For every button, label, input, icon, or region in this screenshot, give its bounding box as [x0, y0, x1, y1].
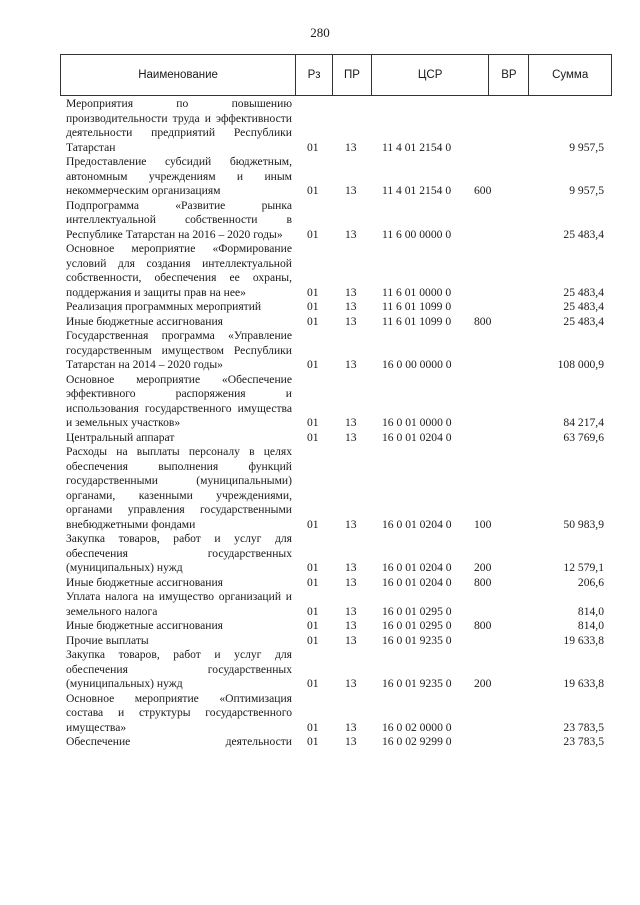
- row-csr: 11 6 01 0000 0: [382, 285, 452, 299]
- row-sum: 814,0: [577, 604, 604, 618]
- row-pr: 13: [345, 633, 357, 647]
- row-csr: 16 0 01 0000 0: [382, 416, 452, 429]
- row-csr: 16 0 01 0204 0: [382, 575, 452, 589]
- row-sum: 108 000,9: [557, 358, 604, 371]
- row-vr: 100: [474, 517, 492, 531]
- row-name: Иные бюджетные ассигнования: [66, 575, 223, 589]
- row-rz: 01: [307, 430, 319, 444]
- row-rz: 01: [307, 575, 319, 589]
- row-name: Подпрограмма «Развитие рынка интеллектуальной собственности в Республике Татарстан на 2016 – 2020 годы»: [66, 198, 292, 241]
- row-vr: 200: [474, 677, 492, 690]
- row-sum: 814,0: [577, 619, 604, 632]
- row-sum: 84 217,4: [563, 416, 604, 429]
- row-sum: 63 769,6: [563, 430, 604, 444]
- table-row: [66, 155, 610, 199]
- table-row: [66, 373, 610, 431]
- row-sum: 23 783,5: [563, 720, 604, 734]
- row-name: Основное мероприятие «Формирование условий для создания интеллектуальной собственности, обеспечения ее охраны, поддержания и защиты прав на нее»: [66, 242, 292, 299]
- row-sum: 12 579,1: [563, 561, 604, 574]
- row-sum: 50 983,9: [563, 517, 604, 531]
- row-name: Основное мероприятие «Оптимизация состава и структуры государственного имущества»: [66, 691, 292, 734]
- row-name: Закупка товаров, работ и услуг для обеспечения государственных (муниципальных) нужд: [66, 648, 292, 690]
- row-pr: 13: [345, 619, 357, 632]
- table-row: [66, 590, 610, 619]
- row-name: Основное мероприятие «Обеспечение эффективного распоряжения и использования государственного имущества и земельных участков»: [66, 372, 292, 429]
- row-name: Центральный аппарат: [66, 430, 175, 444]
- header-sum: Сумма: [552, 69, 589, 81]
- row-rz: 01: [307, 300, 319, 313]
- table-row: [66, 735, 610, 750]
- row-name: Обеспечение деятельности: [66, 735, 292, 748]
- row-vr: 200: [474, 561, 492, 574]
- row-rz: 01: [307, 517, 319, 531]
- header-pr: ПР: [333, 55, 372, 95]
- row-csr: 16 0 01 0295 0: [382, 604, 452, 618]
- row-rz: 01: [307, 227, 319, 241]
- row-rz: 01: [307, 184, 319, 197]
- row-sum: 9 957,5: [569, 184, 604, 197]
- row-name: Реализация программных мероприятий: [66, 300, 262, 313]
- row-rz: 01: [307, 677, 319, 690]
- row-vr: 800: [474, 575, 492, 589]
- row-csr: 16 0 00 0000 0: [382, 358, 452, 371]
- table-row: [66, 692, 610, 736]
- table-row: [66, 431, 610, 446]
- row-csr: 16 0 02 0000 0: [382, 720, 452, 734]
- row-csr: 16 0 01 9235 0: [382, 633, 452, 647]
- row-csr: 11 6 01 1099 0: [382, 314, 452, 328]
- row-sum: 19 633,8: [563, 677, 604, 690]
- row-sum: 25 483,4: [563, 314, 604, 328]
- row-sum: 23 783,5: [563, 735, 604, 748]
- row-csr: 16 0 01 9235 0: [382, 677, 452, 690]
- row-pr: 13: [345, 561, 357, 574]
- row-name: Иные бюджетные ассигнования: [66, 619, 223, 632]
- row-rz: 01: [307, 285, 319, 299]
- row-rz: 01: [307, 416, 319, 429]
- row-csr: 11 6 01 1099 0: [382, 300, 452, 313]
- row-csr: 11 4 01 2154 0: [382, 140, 452, 154]
- table-row: [66, 242, 610, 300]
- header-rz: Рз: [296, 55, 333, 95]
- row-pr: 13: [345, 300, 357, 313]
- row-rz: 01: [307, 314, 319, 328]
- row-rz: 01: [307, 140, 319, 154]
- row-pr: 13: [345, 517, 357, 531]
- row-name: Уплата налога на имущество организаций и земельного налога: [66, 590, 292, 618]
- table-row: [66, 619, 610, 634]
- table-row: [66, 576, 610, 591]
- row-csr: 16 0 02 9299 0: [382, 735, 452, 748]
- row-pr: 13: [345, 140, 357, 154]
- table-row: [66, 315, 610, 330]
- row-csr: 16 0 01 0204 0: [382, 517, 452, 531]
- row-pr: 13: [345, 575, 357, 589]
- header-csr: ЦСР: [372, 55, 490, 95]
- row-pr: 13: [345, 604, 357, 618]
- row-csr: 16 0 01 0204 0: [382, 561, 452, 574]
- table-row: [66, 532, 610, 576]
- row-vr: 600: [474, 184, 492, 197]
- row-name: Прочие выплаты: [66, 633, 149, 647]
- row-rz: 01: [307, 720, 319, 734]
- row-csr: 11 6 00 0000 0: [382, 227, 452, 241]
- row-pr: 13: [345, 720, 357, 734]
- table-row: [66, 329, 610, 373]
- row-pr: 13: [345, 677, 357, 690]
- row-rz: 01: [307, 561, 319, 574]
- row-sum: 19 633,8: [563, 633, 604, 647]
- row-rz: 01: [307, 604, 319, 618]
- row-csr: 16 0 01 0204 0: [382, 430, 452, 444]
- row-sum: 25 483,4: [563, 227, 604, 241]
- row-rz: 01: [307, 633, 319, 647]
- row-pr: 13: [345, 430, 357, 444]
- row-pr: 13: [345, 416, 357, 429]
- table-row: [66, 300, 610, 315]
- row-name: Предоставление субсидий бюджетным, автономным учреждениям и иным некоммерческим организациям: [66, 155, 292, 197]
- table-row: [66, 634, 610, 649]
- row-name: Расходы на выплаты персоналу в целях обеспечения выполнения функций государственными (муниципальными) органами, казенными учреждениями, органами управления государственными внебюджетными фондами: [66, 445, 292, 531]
- row-name: Мероприятия по повышению производительности труда и эффективности деятельности предприятий Республики Татарстан: [66, 97, 292, 154]
- table-row: [66, 648, 610, 692]
- row-rz: 01: [307, 358, 319, 371]
- row-pr: 13: [345, 314, 357, 328]
- row-sum: 25 483,4: [563, 300, 604, 313]
- row-pr: 13: [345, 227, 357, 241]
- row-pr: 13: [345, 358, 357, 371]
- table-row: [66, 445, 610, 532]
- row-csr: 11 4 01 2154 0: [382, 184, 452, 197]
- row-pr: 13: [345, 285, 357, 299]
- row-sum: 9 957,5: [569, 140, 604, 154]
- row-name: Иные бюджетные ассигнования: [66, 314, 223, 328]
- row-pr: 13: [345, 184, 357, 197]
- row-vr: 800: [474, 619, 492, 632]
- row-pr: 13: [345, 735, 357, 748]
- row-rz: 01: [307, 619, 319, 632]
- header-name: Наименование: [61, 55, 296, 95]
- row-name: Закупка товаров, работ и услуг для обеспечения государственных (муниципальных) нужд: [66, 532, 292, 574]
- table-body: [66, 97, 610, 750]
- row-sum: 206,6: [577, 575, 604, 589]
- table-header: [60, 54, 612, 96]
- page-number: 280: [310, 25, 330, 40]
- row-name: Государственная программа «Управление государственным имуществом Республики Татарстан на 2014 – 2020 годы»: [66, 329, 292, 371]
- row-rz: 01: [307, 735, 319, 748]
- table-row: [66, 199, 610, 243]
- row-csr: 16 0 01 0295 0: [382, 619, 452, 632]
- table-row: [66, 97, 610, 155]
- row-sum: 25 483,4: [563, 285, 604, 299]
- header-vr: ВР: [489, 55, 529, 95]
- row-vr: 800: [474, 314, 492, 328]
